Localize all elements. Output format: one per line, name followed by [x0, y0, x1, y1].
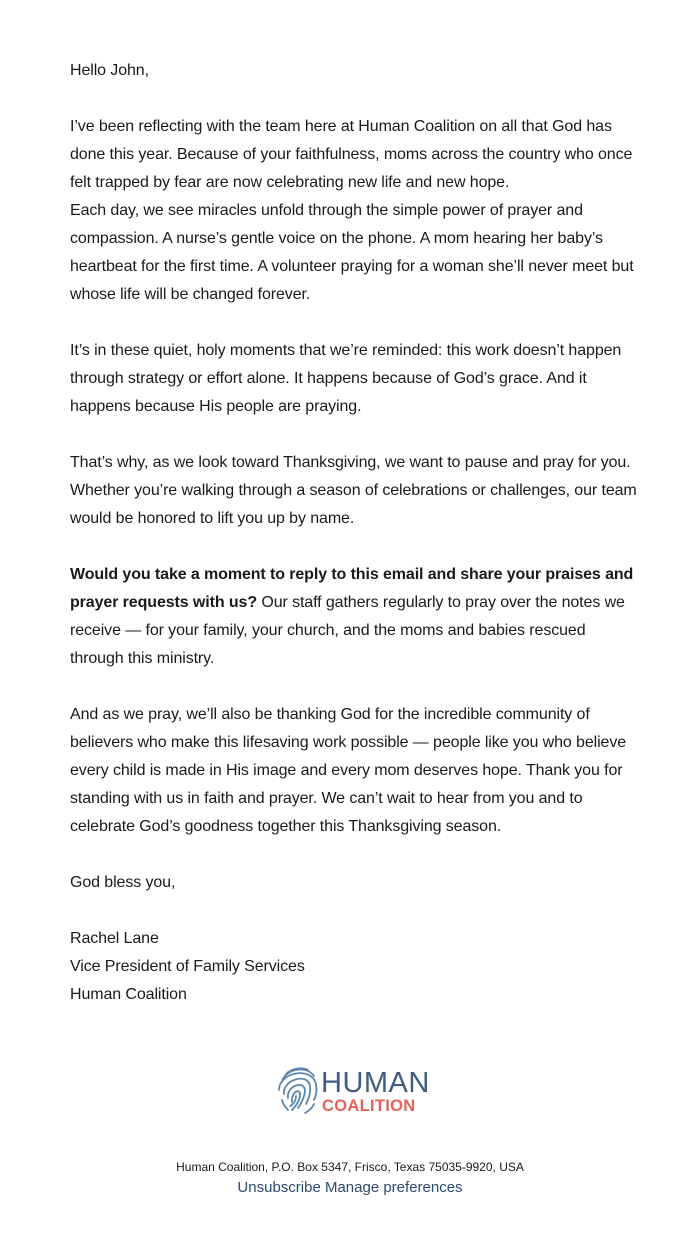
greeting: Hello John,: [70, 62, 149, 79]
signature: [70, 925, 640, 1009]
logo-word-human: HUMAN: [321, 1067, 430, 1099]
footer-address: Human Coalition, P.O. Box 5347, Frisco, Texas 75035-9920, USA: [176, 1160, 524, 1174]
paragraph-reflection: I’ve been reflecting with the team here at Human Coalition on all that God has done this year. Because of your faithfulness, moms across the country who once felt trapped by fear are now celebrating new life and new hope.: [70, 118, 633, 191]
paragraph-thanksgiving: That’s why, as we look toward Thanksgiving, we want to pause and pray for you. Whether you’re walking through a season of celebrations or challenges, our team would be honored to lift you up by name.: [70, 454, 637, 527]
signature-name: Rachel Lane: [70, 930, 159, 947]
paragraph-grace: It’s in these quiet, holy moments that we’re reminded: this work doesn’t happen through strategy or effort alone. It happens because of God’s grace. And it happens because His people are praying.: [70, 342, 622, 415]
email-body: [70, 57, 640, 1009]
human-coalition-logo[interactable]: [274, 1060, 434, 1120]
closing: God bless you,: [70, 874, 176, 891]
footer-links: [0, 1178, 700, 1198]
signature-title: Vice President of Family Services: [70, 958, 305, 975]
prayer-request-callout: Would you take a moment to reply to this email and share your praises and prayer requests with us?: [70, 566, 634, 611]
manage-preferences-link[interactable]: Manage preferences: [324, 1179, 463, 1196]
unsubscribe-link[interactable]: Unsubscribe: [237, 1179, 321, 1196]
paragraph-prayer-request: [70, 561, 640, 673]
paragraph-community: And as we pray, we’ll also be thanking God for the incredible community of believers who make this lifesaving work possible — people like you who believe every child is made in His image and every mom deserves hope. Thank you for standing with us in faith and prayer. We can’t wait to hear from you and to celebrate God’s goodness together this Thanksgiving season.: [70, 706, 627, 835]
prayer-request-details: Our staff gathers regularly to pray over the notes we receive — for your family, your church, and the moms and babies rescued through this ministry.: [70, 594, 625, 667]
logo-word-coalition: COALITION: [322, 1097, 416, 1115]
paragraph-miracles: Each day, we see miracles unfold through the simple power of prayer and compassion. A nurse’s gentle voice on the phone. A mom hearing her baby’s heartbeat for the first time. A volunteer praying for a woman she’ll never meet but whose life will be changed forever.: [70, 202, 634, 303]
signature-organization: Human Coalition: [70, 986, 187, 1003]
fingerprint-icon: [274, 1060, 322, 1116]
